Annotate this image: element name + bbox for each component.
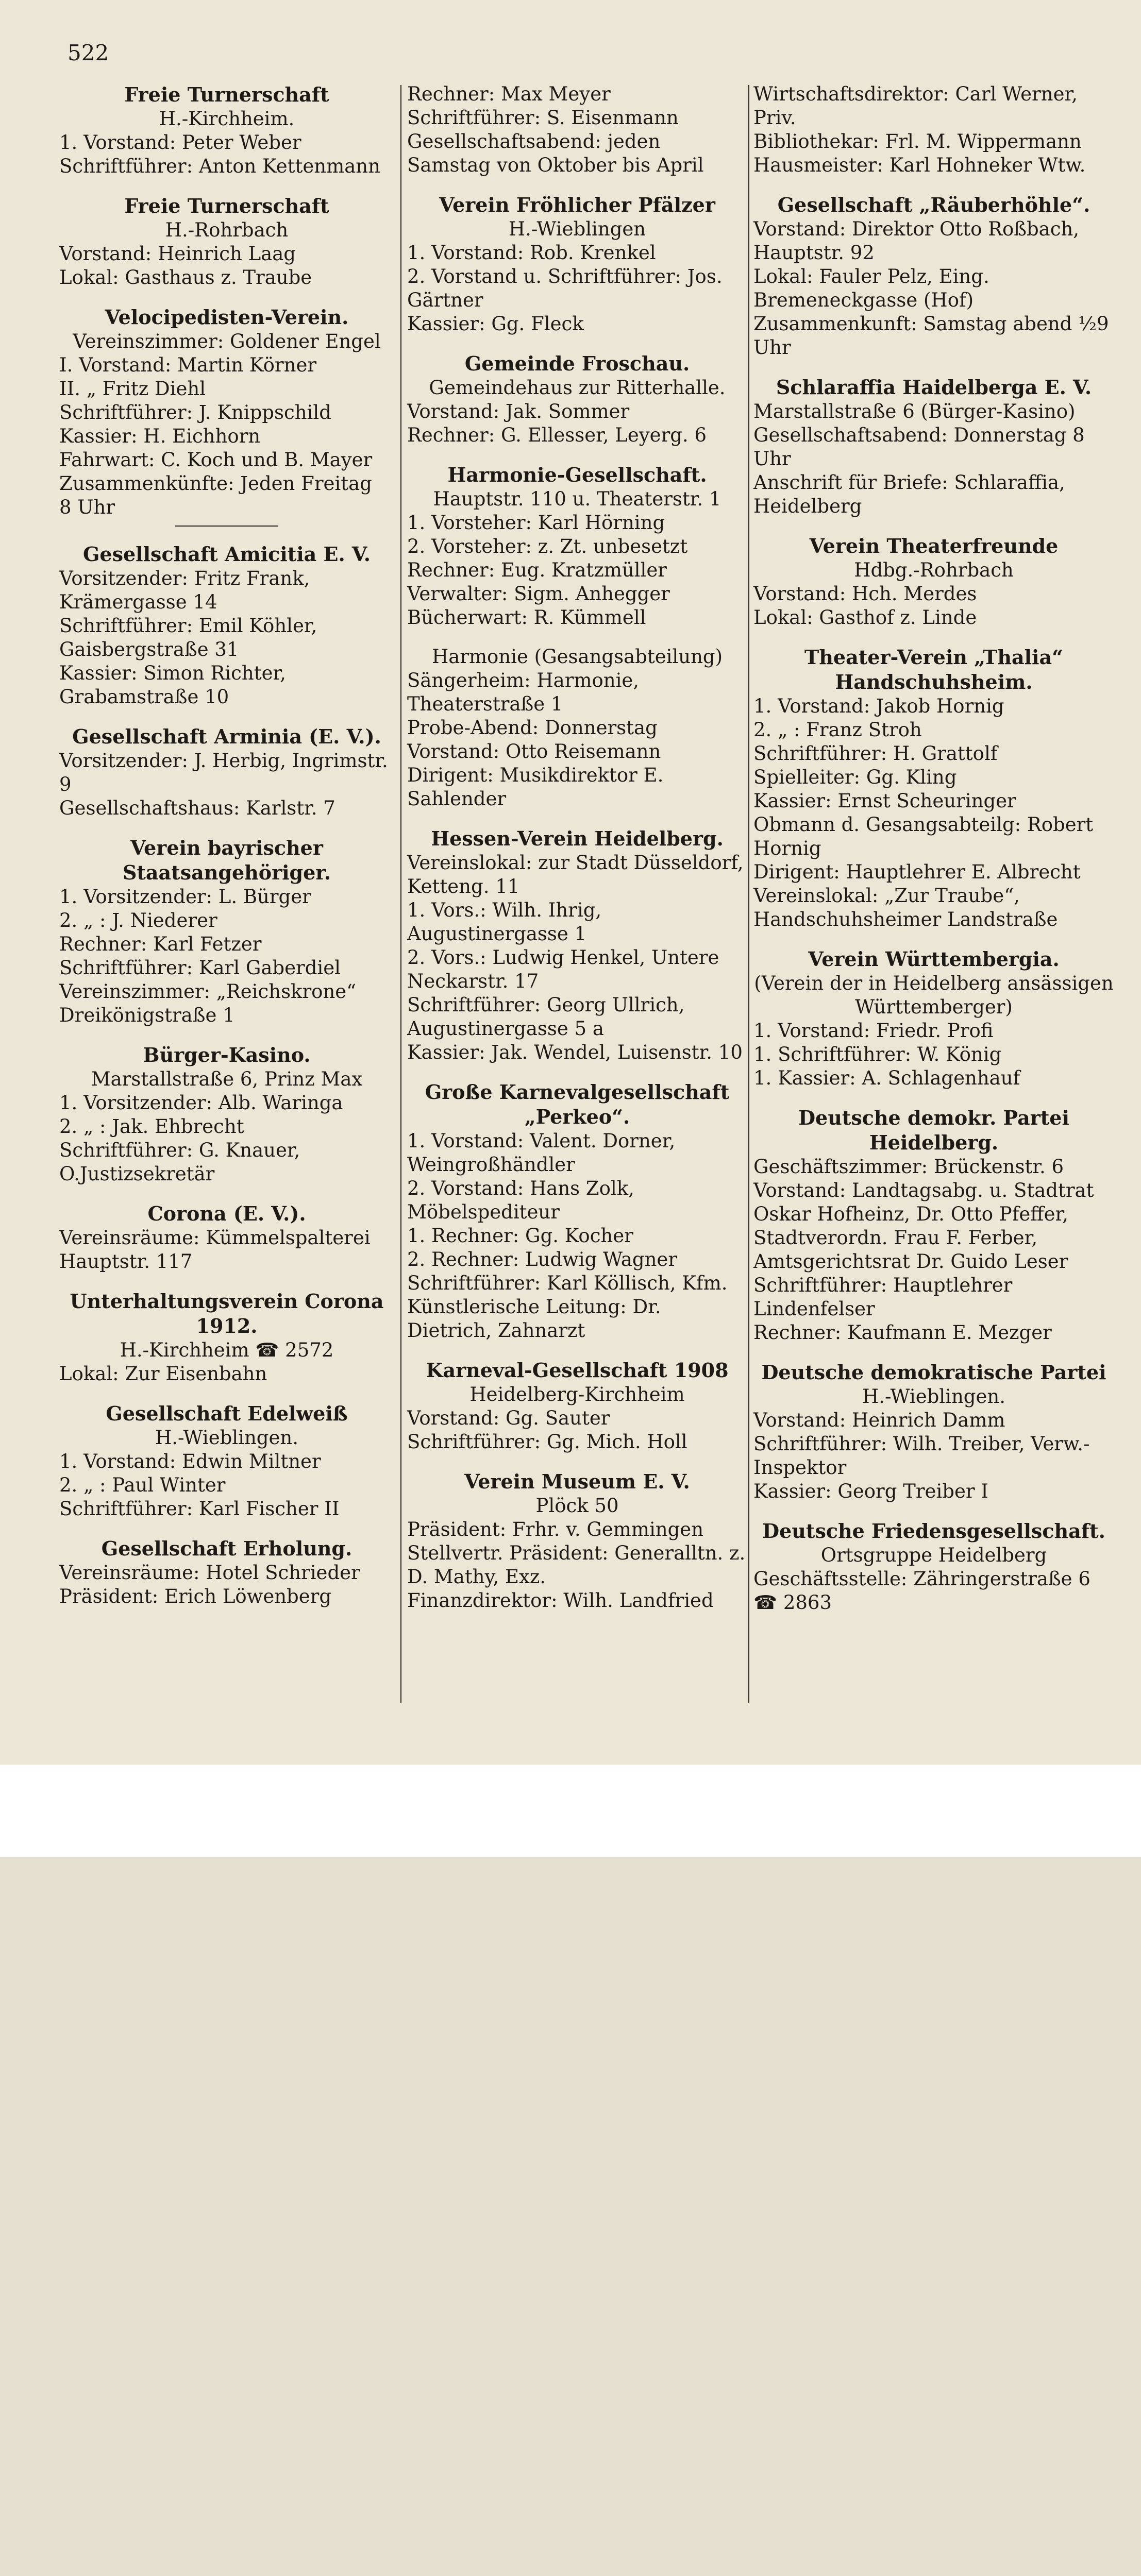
entry-subtitle: Vereinszimmer: Goldener Engel — [73, 330, 381, 352]
directory-entry — [753, 645, 1114, 931]
footer-bar — [0, 1765, 1141, 1857]
entry-line: Vorstand: Heinrich Laag — [59, 243, 296, 265]
entry-line: Präsident: Erich Löwenberg — [59, 1585, 332, 1607]
entry-line: Gesellschaftsabend: jeden Samstag von Oktober bis April — [407, 130, 704, 176]
entry-line: Kassier: H. Eichhorn — [59, 425, 261, 447]
directory-entry — [407, 1469, 747, 1613]
entry-line: Finanzdirektor: Wilh. Landfried — [407, 1589, 714, 1612]
entry-title: Karneval-Gesellschaft 1908 — [426, 1359, 729, 1382]
entry-line: 1. Vorstand: Rob. Krenkel — [407, 242, 656, 264]
entry-line: 2. „ : Jak. Ehbrecht — [59, 1115, 244, 1138]
entry-line: ☎ 2863 — [753, 1591, 832, 1614]
entry-line: 2. Vors.: Ludwig Henkel, Untere Neckarstr. 17 — [407, 946, 719, 992]
directory-entry — [59, 1201, 394, 1274]
section-divider — [175, 526, 278, 527]
entry-line: Zusammenkünfte: Jeden Freitag — [59, 472, 372, 495]
entry-line: Vorsitzender: Fritz Frank, Krämergasse 14 — [59, 567, 310, 613]
entry-line: Vorstand: Jak. Sommer — [407, 400, 630, 422]
entry-line: Schriftführer: Karl Köllisch, Kfm. — [407, 1272, 728, 1294]
entry-line: Geschäftszimmer: Brückenstr. 6 — [753, 1156, 1064, 1178]
entry-title: Theater-Verein „Thalia“ Handschuhsheim. — [804, 646, 1063, 693]
entry-line: Anschrift für Briefe: Schlaraffia, Heidelberg — [753, 471, 1065, 517]
entry-line: 1. Vorsteher: Karl Hörning — [407, 512, 665, 534]
directory-entry — [753, 1106, 1114, 1345]
entry-subtitle: Hauptstr. 110 u. Theaterstr. 1 — [433, 488, 721, 510]
entry-title: Bürger-Kasino. — [143, 1043, 311, 1066]
entry-line: Vorsitzender: J. Herbig, Ingrimstr. 9 — [59, 750, 388, 795]
entry-title: Gesellschaft „Räuberhöhle“. — [777, 193, 1090, 216]
entry-line: Vorstand: Otto Reisemann — [407, 740, 661, 762]
entry-line: Schriftführer: Karl Gaberdiel — [59, 957, 341, 979]
entry-subtitle: H.-Kirchheim ☎ 2572 — [120, 1339, 334, 1361]
entry-line: II. „ Fritz Diehl — [59, 378, 206, 400]
entry-title: Gesellschaft Arminia (E. V.). — [72, 725, 381, 748]
entry-line: Schriftführer: H. Grattolf — [753, 742, 998, 765]
entry-title: Unterhaltungsverein Corona 1912. — [70, 1290, 384, 1337]
entry-line: Schriftführer: J. Knippschild — [59, 401, 331, 423]
entry-line: Lokal: Gasthaus z. Traube — [59, 266, 312, 289]
entry-line: Rechner: Kaufmann E. Mezger — [753, 1321, 1052, 1344]
entry-line: Gesellschaftsabend: Donnerstag 8 Uhr — [753, 424, 1085, 470]
column-divider — [400, 85, 401, 1703]
entry-line: Bücherwart: R. Kümmell — [407, 606, 646, 629]
directory-entry — [753, 82, 1114, 177]
entry-line: Präsident: Frhr. v. Gemmingen — [407, 1518, 704, 1540]
entry-line: Zusammenkunft: Samstag abend ½9 Uhr — [753, 313, 1109, 359]
entry-line: Kassier: Gg. Fleck — [407, 313, 584, 335]
column-2 — [407, 82, 747, 1628]
entry-title: Gemeinde Froschau. — [464, 352, 690, 375]
entry-subtitle: Harmonie (Gesangsabteilung) — [431, 646, 723, 668]
entry-line: Bibliothekar: Frl. M. Wippermann — [753, 130, 1082, 152]
directory-entry — [59, 724, 394, 820]
entry-line: Kassier: Simon Richter, Grabamstraße 10 — [59, 662, 286, 708]
entry-line: Probe-Abend: Donnerstag — [407, 717, 658, 739]
entry-line: Spielleiter: Gg. Kling — [753, 766, 957, 788]
entry-line: Kassier: Jak. Wendel, Luisenstr. 10 — [407, 1041, 743, 1063]
directory-entry — [753, 1519, 1114, 1615]
directory-entry — [59, 836, 394, 1027]
entry-title: Deutsche demokr. Partei Heidelberg. — [798, 1106, 1069, 1154]
entry-subtitle: H.-Kirchheim. — [159, 108, 295, 130]
entry-line: Lokal: Gasthof z. Linde — [753, 606, 977, 629]
entry-title: Freie Turnerschaft — [124, 83, 329, 106]
entry-line: Geschäftsstelle: Zähringerstraße 6 — [753, 1568, 1090, 1590]
entry-line: Vereinslokal: „Zur Traube“, Handschuhsheimer Landstraße — [753, 885, 1058, 930]
entry-subtitle: Plöck 50 — [535, 1495, 619, 1517]
entry-line: 8 Uhr — [59, 496, 115, 518]
entry-line: 1. Rechner: Gg. Kocher — [407, 1225, 633, 1247]
entry-title: Velocipedisten-Verein. — [105, 306, 349, 329]
entry-line: Dirigent: Hauptlehrer E. Albrecht — [753, 861, 1081, 883]
entry-subtitle: (Verein der in Heidelberg ansässigen Württemberger) — [754, 972, 1114, 1018]
entry-line: 2. „ : Paul Winter — [59, 1474, 226, 1496]
entry-title: Deutsche Friedensgesellschaft. — [762, 1519, 1105, 1543]
entry-line: Hauptstr. 117 — [59, 1250, 193, 1273]
entry-line: Obmann d. Gesangsabteilg: Robert Hornig — [753, 814, 1094, 859]
entry-subtitle: H.-Wieblingen. — [155, 1427, 298, 1449]
column-divider — [748, 85, 749, 1703]
entry-title: Verein Württembergia. — [808, 947, 1060, 971]
entry-line: 1. Vorstand: Valent. Dorner, Weingroßhändler — [407, 1130, 676, 1176]
entry-line: Vorstand: Direktor Otto Roßbach, Hauptstr. 92 — [753, 218, 1080, 264]
entry-title: Harmonie-Gesellschaft. — [447, 463, 707, 486]
entry-title: Gesellschaft Edelweiß — [106, 1402, 348, 1425]
entry-line: Schriftführer: Emil Köhler, Gaisbergstraße 31 — [59, 615, 317, 660]
directory-entry — [59, 542, 394, 709]
entry-title: Verein bayrischer Staatsangehöriger. — [122, 836, 331, 884]
entry-line: Dirigent: Musikdirektor E. Sahlender — [407, 764, 664, 810]
entry-line: 2. „ : Franz Stroh — [753, 719, 922, 741]
directory-entry — [753, 375, 1114, 518]
entry-line: Gesellschaftshaus: Karlstr. 7 — [59, 797, 335, 819]
directory-entry — [753, 193, 1114, 360]
entry-title: Große Karnevalgesellschaft „Perkeo“. — [425, 1080, 730, 1128]
directory-entry — [59, 1043, 394, 1186]
entry-line: Rechner: Max Meyer — [407, 83, 611, 105]
entry-line: Fahrwart: C. Koch und B. Mayer — [59, 449, 373, 471]
entry-subtitle: Heidelberg-Kirchheim — [469, 1383, 685, 1405]
entry-line: Rechner: Eug. Kratzmüller — [407, 559, 667, 581]
entry-line: 1. Vorstand: Peter Weber — [59, 131, 301, 154]
entry-line: Rechner: Karl Fetzer — [59, 933, 262, 955]
entry-line: 1. Schriftführer: W. König — [753, 1043, 1002, 1065]
entry-line: 1. Vorsitzender: L. Bürger — [59, 886, 311, 908]
entry-line: Vereinslokal: zur Stadt Düsseldorf, Ketteng. 11 — [407, 852, 744, 897]
entry-title: Verein Theaterfreunde — [809, 534, 1059, 557]
entry-subtitle: Gemeindehaus zur Ritterhalle. — [429, 377, 726, 399]
entry-line: Kassier: Ernst Scheuringer — [753, 790, 1016, 812]
entry-line: 1. Vorstand: Friedr. Profi — [753, 1020, 994, 1042]
entry-line: 2. Vorsteher: z. Zt. unbesetzt — [407, 535, 688, 557]
entry-line: Sängerheim: Harmonie, Theaterstraße 1 — [407, 669, 640, 715]
entry-line: Wirtschaftsdirektor: Carl Werner, Priv. — [753, 83, 1078, 129]
entry-line: Vorstand: Hch. Merdes — [753, 583, 977, 605]
directory-entry — [59, 194, 394, 290]
directory-entry — [407, 1358, 747, 1454]
directory-entry — [59, 82, 394, 178]
entry-subtitle: H.-Rohrbach — [165, 219, 289, 241]
directory-entry — [753, 534, 1114, 630]
directory-entry — [407, 193, 747, 336]
entry-line: Hausmeister: Karl Hohneker Wtw. — [753, 154, 1086, 176]
entry-line: Vorstand: Heinrich Damm — [753, 1409, 1005, 1431]
entry-title: Corona (E. V.). — [147, 1202, 306, 1225]
entry-line: 2. Vorstand: Hans Zolk, Möbelspediteur — [407, 1177, 634, 1223]
entry-title: Gesellschaft Amicitia E. V. — [82, 543, 371, 566]
directory-entry — [407, 351, 747, 447]
entry-line: Rechner: G. Ellesser, Leyerg. 6 — [407, 424, 707, 446]
entry-line: 1. Vorsitzender: Alb. Waringa — [59, 1092, 343, 1114]
entry-line: Vorstand: Gg. Sauter — [407, 1407, 610, 1429]
entry-line: Vereinsräume: Hotel Schrieder — [59, 1562, 360, 1584]
entry-line: Schriftführer: Karl Fischer II — [59, 1498, 340, 1520]
entry-line: Schriftführer: Anton Kettenmann — [59, 155, 380, 177]
directory-entry — [753, 947, 1114, 1090]
entry-line: Schriftführer: S. Eisenmann — [407, 107, 679, 129]
entry-line: Schriftführer: Gg. Mich. Holl — [407, 1431, 687, 1453]
page-number: 522 — [68, 40, 109, 65]
column-1 — [59, 82, 394, 1624]
entry-line: Schriftführer: Georg Ullrich, Augustinergasse 5 a — [407, 994, 685, 1040]
entry-line: 1. Vorstand: Jakob Hornig — [753, 695, 1004, 717]
directory-entry — [59, 1401, 394, 1521]
directory-entry — [59, 305, 394, 527]
entry-title: Gesellschaft Erholung. — [101, 1537, 353, 1560]
entry-subtitle: Ortsgruppe Heidelberg — [820, 1544, 1047, 1566]
directory-entry — [407, 463, 747, 630]
entry-line: Kassier: Georg Treiber I — [753, 1480, 988, 1502]
entry-line: I. Vorstand: Martin Körner — [59, 354, 317, 376]
directory-entry — [59, 1536, 394, 1608]
entry-line: Schriftführer: Hauptlehrer Lindenfelser — [753, 1274, 1013, 1320]
directory-entry — [407, 1080, 747, 1343]
entry-title: Hessen-Verein Heidelberg. — [431, 827, 724, 850]
entry-line: Marstallstraße 6 (Bürger-Kasino) — [753, 400, 1076, 422]
directory-entry — [59, 1289, 394, 1386]
entry-line: Lokal: Zur Eisenbahn — [59, 1363, 267, 1385]
entry-line: 2. „ : J. Niederer — [59, 909, 217, 931]
entry-line: 2. Vorstand u. Schriftführer: Jos. Gärtner — [407, 265, 723, 311]
entry-line: 1. Vorstand: Edwin Miltner — [59, 1450, 321, 1472]
entry-line: Vereinsräume: Kümmelspalterei — [59, 1227, 371, 1249]
entry-line: 1. Vors.: Wilh. Ihrig, Augustinergasse 1 — [407, 899, 602, 945]
entry-line: Stellvertr. Präsident: Generalltn. z. D. Mathy, Exz. — [407, 1542, 746, 1588]
directory-entry — [407, 82, 747, 177]
entry-title: Verein Fröhlicher Pfälzer — [439, 193, 715, 216]
entry-subtitle: Marstallstraße 6, Prinz Max — [91, 1068, 363, 1090]
directory-entry — [407, 645, 747, 811]
entry-subtitle: Hdbg.-Rohrbach — [854, 559, 1014, 581]
entry-subtitle: H.-Wieblingen. — [862, 1385, 1005, 1408]
entry-line: Schriftführer: Wilh. Treiber, Verw.-Inspektor — [753, 1433, 1090, 1479]
entry-title: Verein Museum E. V. — [464, 1470, 690, 1493]
entry-line: Schriftführer: G. Knauer, O.Justizsekretär — [59, 1139, 300, 1185]
entry-title: Deutsche demokratische Partei — [761, 1361, 1106, 1384]
entry-line: Verwalter: Sigm. Anhegger — [407, 583, 670, 605]
directory-entry — [753, 1360, 1114, 1503]
entry-line: Vereinszimmer: „Reichskrone“ Dreikönigstraße 1 — [59, 980, 357, 1026]
entry-title: Freie Turnerschaft — [124, 194, 329, 217]
entry-title: Schlaraffia Haidelberga E. V. — [776, 376, 1092, 399]
entry-line: Lokal: Fauler Pelz, Eing. Bremeneckgasse (Hof) — [753, 265, 989, 311]
column-3 — [753, 82, 1114, 1630]
entry-line: Vorstand: Landtagsabg. u. Stadtrat Oskar Hofheinz, Dr. Otto Pfeffer, Stadtverordn. Frau F. Ferber, Amtsgerichtsrat Dr. Guido Leser — [753, 1179, 1094, 1273]
directory-entry — [407, 826, 747, 1064]
entry-line: 1. Kassier: A. Schlagenhauf — [753, 1067, 1020, 1089]
entry-line: 2. Rechner: Ludwig Wagner — [407, 1248, 678, 1270]
entry-line: Künstlerische Leitung: Dr. Dietrich, Zahnarzt — [407, 1296, 661, 1342]
entry-subtitle: H.-Wieblingen — [508, 218, 646, 240]
